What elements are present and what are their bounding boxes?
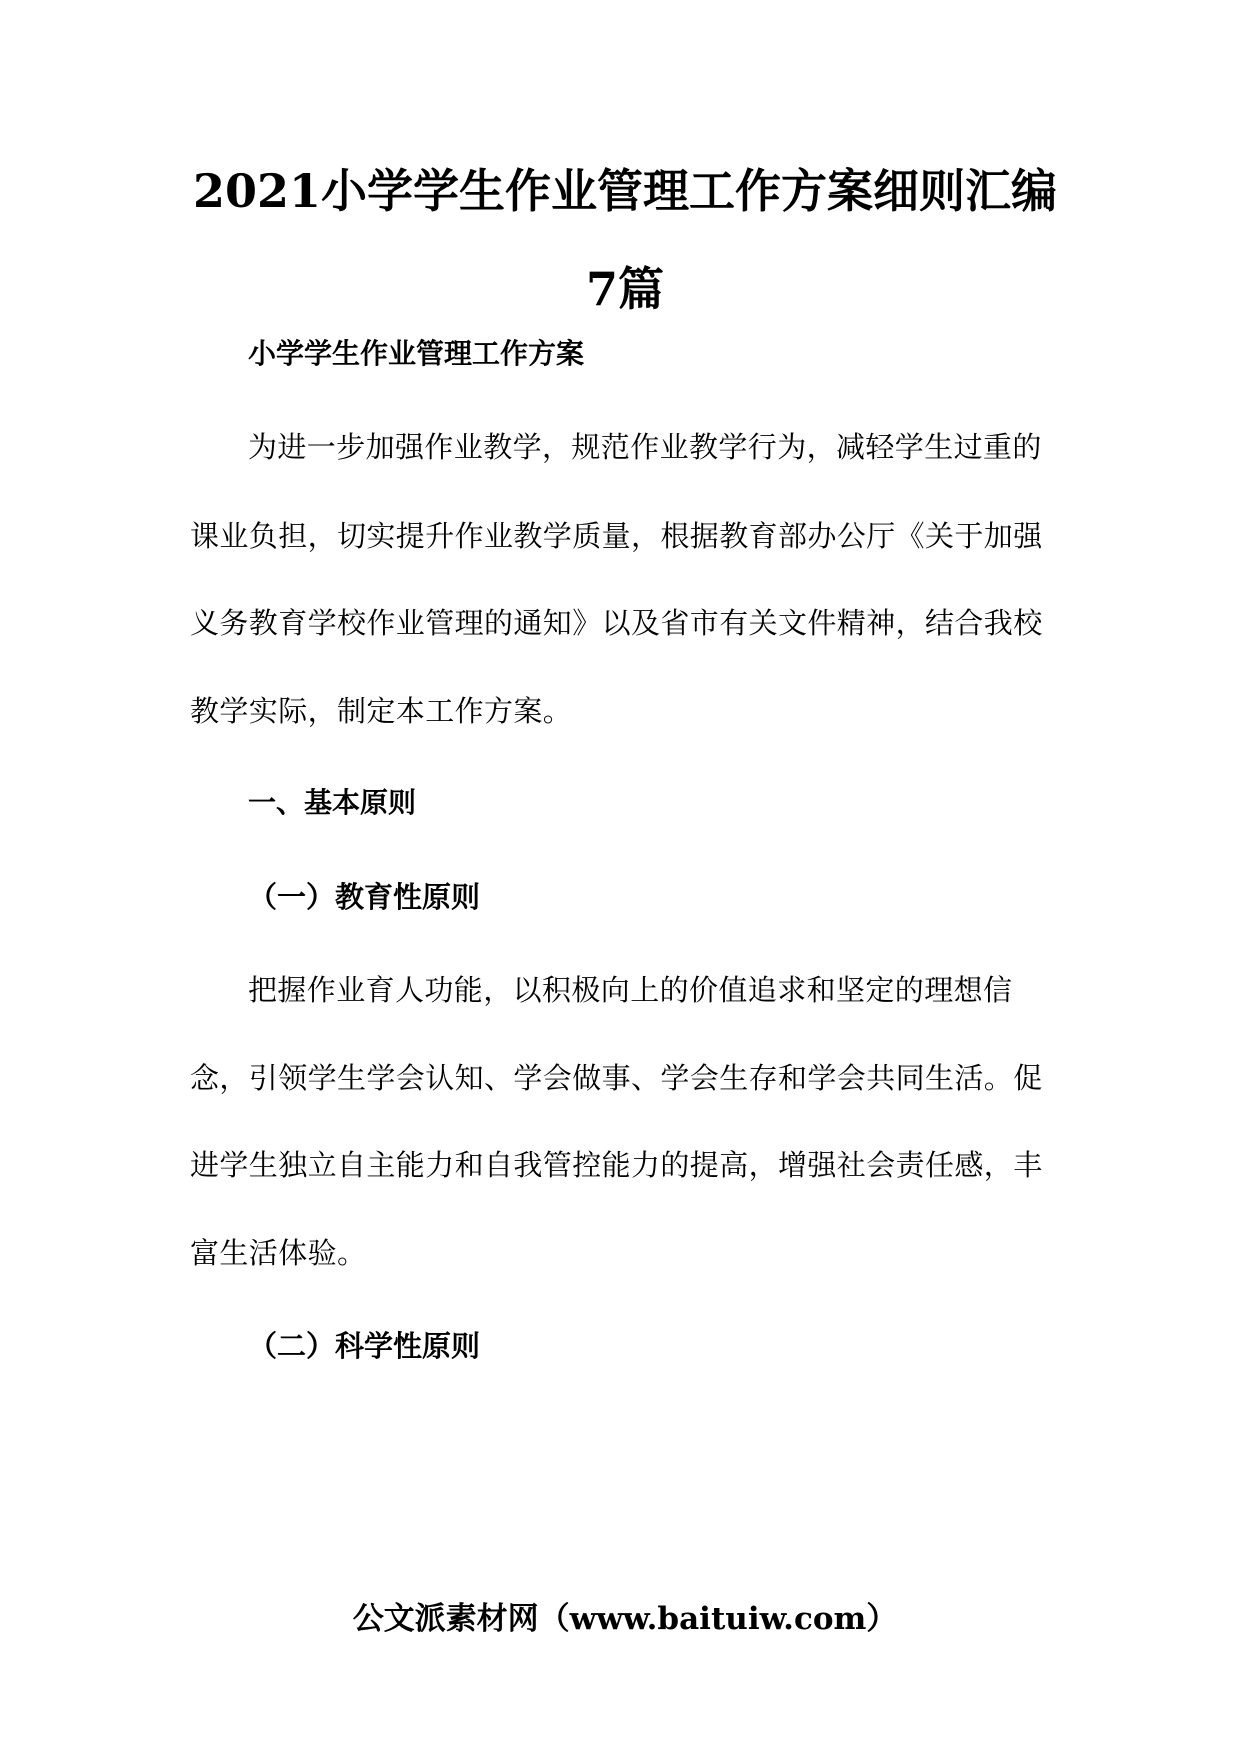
intro-line-1: 为进一步加强作业教学，规范作业教学行为，减轻学生过重的 xyxy=(248,430,1042,464)
para-1-line-4: 富生活体验。 xyxy=(190,1236,367,1270)
intro-line-4: 教学实际，制定本工作方案。 xyxy=(190,694,573,728)
intro-line-2: 课业负担，切实提升作业教学质量，根据教育部办公厅《关于加强 xyxy=(190,519,1043,553)
subheading-educational-principle: （一）教育性原则 xyxy=(248,880,481,914)
para-1-line-1: 把握作业育人功能，以积极向上的价值追求和坚定的理想信 xyxy=(248,973,1013,1007)
footer-source: 公文派素材网（www.baituiw.com） xyxy=(352,1601,898,1637)
para-1-line-3: 进学生独立自主能力和自我管控能力的提高，增强社会责任感，丰 xyxy=(190,1148,1043,1182)
heading-basic-principles: 一、基本原则 xyxy=(248,786,417,819)
document-title-line-1: 2021小学学生作业管理工作方案细则汇编 xyxy=(192,164,1058,218)
intro-line-3: 义务教育学校作业管理的通知》以及省市有关文件精神，结合我校 xyxy=(190,606,1043,640)
document-title-line-2: 7篇 xyxy=(585,262,664,316)
section-title: 小学学生作业管理工作方案 xyxy=(248,337,585,370)
para-1-line-2: 念，引领学生学会认知、学会做事、学会生存和学会共同生活。促 xyxy=(190,1061,1043,1095)
subheading-scientific-principle: （二）科学性原则 xyxy=(248,1329,481,1363)
